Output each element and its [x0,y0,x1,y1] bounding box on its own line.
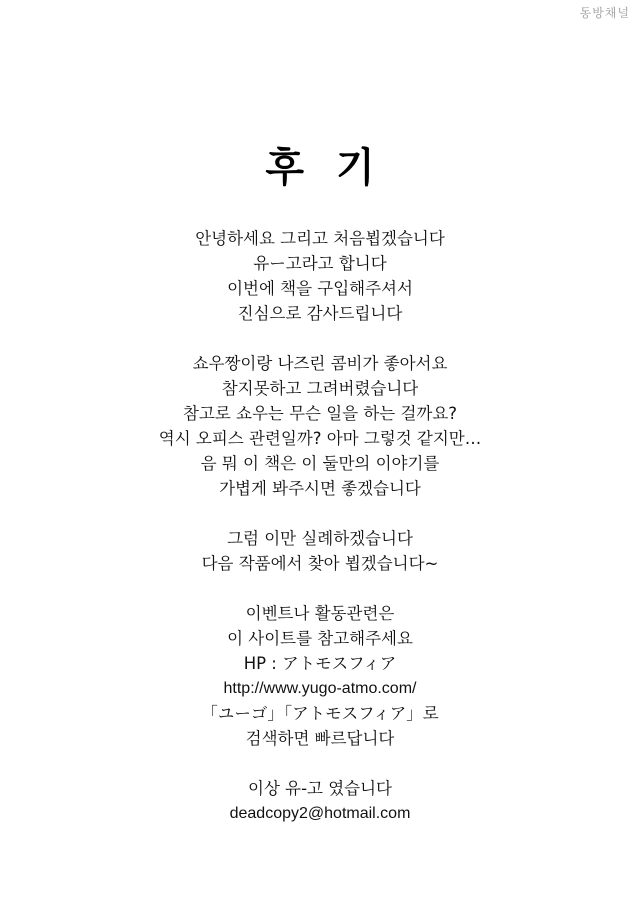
text-line: 참고로 쇼우는 무슨 일을 하는 걸까요? [182,404,458,423]
text-line: 쇼우짱이랑 나즈린 콤비가 좋아서요 [192,354,448,373]
text-line: 검색하면 빠르답니다 [245,729,395,748]
website-url: http://www.yugo-atmo.com/ [223,680,417,697]
text-line: 이벤트나 활동관련은 [245,604,395,623]
text-line: 역시 오피스 관련일까? 아마 그렇것 같지만… [158,429,482,448]
text-line: 그럼 이만 실례하겠습니다 [227,529,413,548]
text-line: 유ー고라고 합니다 [253,254,387,273]
text-line: 진심으로 감사드립니다 [237,304,403,323]
text-line: 다음 작품에서 찾아 뵙겠습니다~ [201,554,439,573]
scanlation-watermark: 동방채널 [579,6,630,20]
homepage-line: HP : アトモスフィア [243,654,397,673]
text-line: 음 뭐 이 책은 이 둘만의 이야기를 [200,454,440,473]
paragraph-signature [0,776,640,826]
signature-line: 이상 유-고 였습니다 [248,779,392,798]
search-keywords-line: 「ユーゴ」「アトモスフィア」로 [201,704,439,723]
page-title: 후기 [265,145,407,191]
paragraph-farewell [0,526,640,576]
text-line: 이번에 책을 구입해주셔서 [227,279,413,298]
paragraph-story [0,351,640,501]
paragraph-greeting [0,226,640,326]
text-line: 가볍게 봐주시면 좋겠습니다 [219,479,421,498]
text-line: 이 사이트를 참고해주세요 [227,629,413,648]
text-line: 안녕하세요 그리고 처음뵙겠습니다 [195,229,445,248]
text-line: 참지못하고 그려버렸습니다 [221,379,419,398]
afterword-body [0,226,640,826]
contact-email: deadcopy2@hotmail.com [229,805,411,822]
paragraph-website [0,601,640,751]
